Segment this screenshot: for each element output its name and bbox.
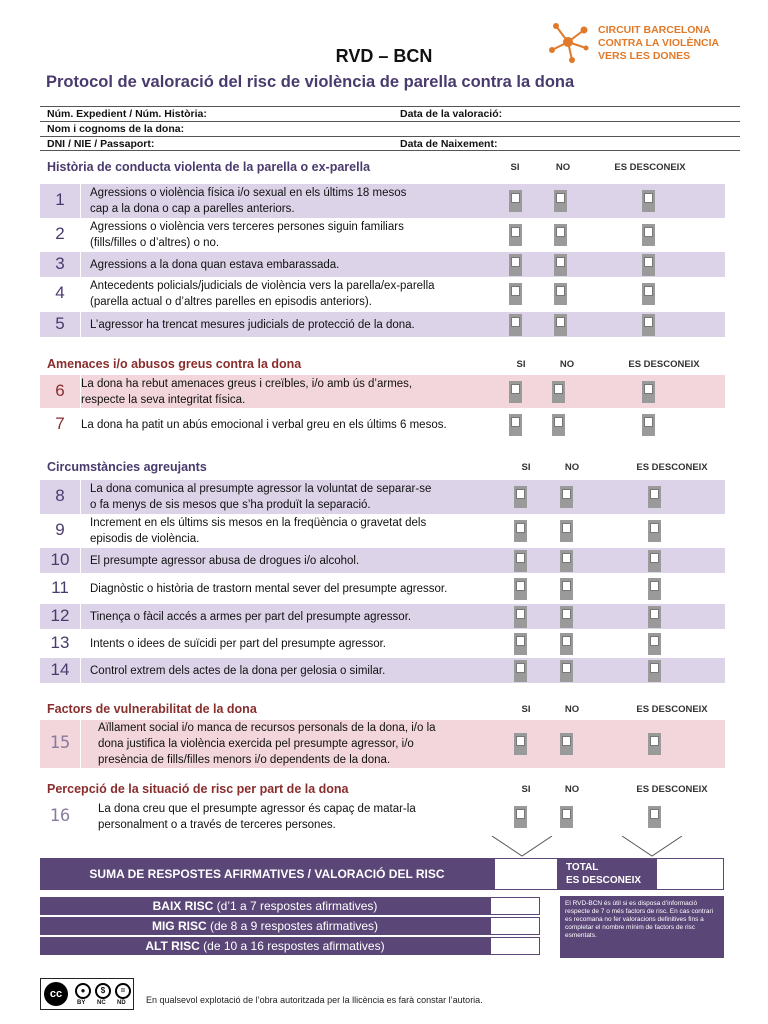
col-header-si: SI — [510, 162, 520, 173]
unknown-checkbox[interactable] — [642, 314, 655, 336]
question-text: Intents o idees de suïcidi per part del presumpte agressor. — [90, 637, 386, 650]
checkbox-box — [650, 553, 659, 563]
checkbox-box — [562, 609, 571, 619]
cc-icon: cc — [44, 982, 68, 1006]
usage-note: El RVD-BCN és útil si es disposa d’informació respecte de 7 o més factors de risc. En cas contrari es recomana no fer valoracions definitives fins a completar el nombre mínim de factors de risc esmentats. — [560, 896, 724, 958]
column-divider — [80, 184, 81, 218]
question-text: La dona ha patit un abús emocional i verbal greu en els últims 6 mesos. — [81, 419, 447, 431]
checkbox-box — [650, 663, 659, 673]
question-number: 10 — [50, 549, 70, 569]
column-divider — [80, 631, 81, 656]
unknown-checkbox[interactable] — [642, 381, 655, 403]
checkbox-box — [556, 227, 565, 237]
total-unknown-text: TOTAL ES DESCONEIX — [566, 862, 642, 886]
question-number: 14 — [50, 659, 70, 679]
creative-commons-badge — [40, 978, 134, 1010]
logo-text: CIRCUIT BARCELONA CONTRA LA VIOLÈNCIA VERS LES DONES — [598, 24, 720, 62]
question-text: L’agressor ha trencat mesures judicials de protecció de la dona. — [90, 318, 415, 331]
question-text: El presumpte agressor abusa de drogues i/o alcohol. — [90, 554, 360, 567]
no-checkbox[interactable] — [552, 381, 565, 403]
risk-high-checkbox[interactable] — [490, 937, 540, 955]
risk-name: BAIX RISC — [152, 899, 214, 913]
checkbox-box — [644, 193, 653, 203]
checkbox-box — [556, 317, 565, 327]
no-checkbox[interactable] — [554, 224, 567, 246]
question-text: La dona comunica al presumpte agressor la voluntat de separar-se o fa menys de sis mesos que s’ha produït la separació. — [90, 483, 432, 511]
no-checkbox[interactable] — [560, 578, 573, 600]
si-checkbox[interactable] — [514, 660, 527, 682]
question-text: Increment en els últims sis mesos en la freqüència o gravetat dels episodis de violència. — [90, 516, 427, 545]
question-row — [40, 312, 725, 337]
summary-label: SUMA DE RESPOSTES AFIRMATIVES / VALORACIÓ DEL RISC — [40, 858, 494, 890]
no-checkbox[interactable] — [554, 283, 567, 305]
no-checkbox[interactable] — [560, 733, 573, 755]
checkbox-box — [516, 609, 525, 619]
checkbox-box — [554, 417, 563, 427]
si-checkbox[interactable] — [509, 190, 522, 212]
col-header-no: NO — [564, 784, 580, 795]
cc-label: ND — [117, 1000, 126, 1006]
risk-low-checkbox[interactable] — [490, 897, 540, 915]
section-title: Circumstàncies agreujants — [47, 460, 207, 474]
question-row — [40, 514, 725, 547]
question-number: 11 — [51, 577, 69, 597]
question-number: 8 — [55, 486, 65, 505]
question-row — [40, 631, 725, 656]
col-header-si: SI — [521, 704, 531, 715]
unknown-checkbox[interactable] — [642, 224, 655, 246]
checkbox-box — [650, 609, 659, 619]
question-row — [40, 801, 725, 833]
section-title: Història de conducta violenta de la parella o ex-parella — [47, 160, 371, 174]
question-row — [40, 720, 725, 768]
column-divider — [80, 219, 81, 251]
unknown-checkbox[interactable] — [642, 283, 655, 305]
checkbox-box — [556, 286, 565, 296]
column-divider — [80, 548, 81, 573]
col-header-si: SI — [521, 784, 531, 795]
question-row — [40, 219, 725, 251]
si-checkbox[interactable] — [514, 806, 527, 828]
column-divider — [80, 277, 81, 310]
question-row — [40, 184, 725, 218]
checkbox-box — [516, 809, 525, 819]
question-number: 13 — [50, 632, 70, 652]
risk-level-mid — [40, 917, 490, 935]
no-checkbox[interactable] — [560, 660, 573, 682]
checkbox-box — [562, 581, 571, 591]
column-divider — [80, 252, 81, 277]
question-number: 5 — [55, 313, 65, 333]
si-checkbox[interactable] — [514, 486, 527, 508]
unknown-checkbox[interactable] — [648, 606, 661, 628]
checkbox-box — [650, 636, 659, 646]
question-text: Agressions o violència vers terceres persones siguin familiars (fills/filles o d’altres) o no. — [90, 221, 404, 249]
question-row — [40, 410, 725, 440]
no-checkbox[interactable] — [554, 254, 567, 276]
checkbox-box — [511, 193, 520, 203]
no-checkbox[interactable] — [560, 633, 573, 655]
license-text: En qualsevol explotació de l’obra autoritzada per la llicència es farà constar l’autoria. — [146, 995, 483, 1005]
unknown-checkbox[interactable] — [648, 660, 661, 682]
checkbox-box — [511, 384, 520, 394]
risk-mid-checkbox[interactable] — [490, 917, 540, 935]
unknown-checkbox[interactable] — [642, 254, 655, 276]
si-checkbox[interactable] — [514, 520, 527, 542]
column-divider — [80, 801, 81, 833]
question-row — [40, 277, 725, 310]
checkbox-box — [650, 581, 659, 591]
id-field-label: Nom i cognoms de la dona: — [47, 123, 185, 135]
col-header-unknown: ES DESCONEIX — [636, 784, 708, 795]
no-checkbox[interactable] — [560, 550, 573, 572]
si-checkbox[interactable] — [509, 314, 522, 336]
col-header-no: NO — [564, 462, 580, 473]
risk-range: (de 10 a 16 respostes afirmatives) — [199, 939, 385, 953]
question-text: Agressions o violència física i/o sexual en els últims 18 mesos cap a la dona o cap a parelles anteriors. — [90, 187, 407, 215]
question-row — [40, 576, 725, 601]
question-text: La dona creu que el presumpte agressor és capaç de matar-la personalment o a través de terceres persones. — [98, 803, 416, 831]
checkbox-box — [562, 809, 571, 819]
section-title: Amenaces i/o abusos greus contra la dona — [47, 357, 302, 371]
no-checkbox[interactable] — [560, 606, 573, 628]
id-row — [40, 121, 740, 136]
si-checkbox[interactable] — [514, 633, 527, 655]
checkbox-box — [516, 523, 525, 533]
si-checkbox[interactable] — [514, 578, 527, 600]
no-checkbox[interactable] — [560, 486, 573, 508]
col-header-unknown: ES DESCONEIX — [636, 462, 708, 473]
total-unknown-label — [558, 858, 656, 890]
unknown-checkbox[interactable] — [648, 486, 661, 508]
question-text: Tinença o fàcil accés a armes per part del presumpte agressor. — [90, 610, 412, 623]
checkbox-box — [644, 257, 653, 267]
checkbox-box — [511, 227, 520, 237]
question-text: Control extrem dels actes de la dona per gelosia o similar. — [90, 664, 386, 677]
checkbox-box — [562, 523, 571, 533]
id-field-label: Núm. Expedient / Núm. Història: — [47, 108, 207, 120]
checkbox-box — [511, 286, 520, 296]
identification-table — [40, 106, 740, 151]
no-checkbox[interactable] — [554, 190, 567, 212]
question-number: 1 — [55, 190, 65, 209]
column-divider — [80, 312, 81, 337]
attribution-icon: ● — [75, 983, 91, 999]
col-header-no: NO — [555, 162, 571, 173]
risk-range: (de 8 a 9 respostes afirmatives) — [206, 919, 379, 933]
column-divider — [80, 576, 81, 601]
checkbox-box — [554, 384, 563, 394]
risk-level-low — [40, 897, 490, 915]
checkbox-box — [516, 581, 525, 591]
si-checkbox[interactable] — [509, 414, 522, 436]
noderivatives-icon: = — [115, 983, 131, 999]
question-number: 2 — [55, 224, 65, 243]
checkbox-box — [562, 736, 571, 746]
question-number: 3 — [55, 253, 65, 273]
unknown-checkbox[interactable] — [648, 550, 661, 572]
summary-arrows-icon — [492, 836, 732, 860]
checkbox-box — [650, 736, 659, 746]
si-checkbox[interactable] — [509, 224, 522, 246]
risk-range: (d’1 a 7 respostes afirmatives) — [213, 899, 378, 913]
col-header-unknown: ES DESCONEIX — [636, 704, 708, 715]
question-number: 9 — [55, 519, 65, 539]
risk-name: ALT RISC — [145, 939, 200, 953]
question-number: 4 — [55, 282, 65, 302]
id-row — [40, 106, 740, 121]
unknown-checkbox[interactable] — [648, 633, 661, 655]
si-checkbox[interactable] — [514, 733, 527, 755]
section-title: Percepció de la situació de risc per part de la dona — [47, 782, 349, 796]
id-field-label: DNI / NIE / Passaport: — [47, 138, 155, 150]
noncommercial-icon: $ — [95, 983, 111, 999]
question-text: Agressions a la dona quan estava embarassada. — [90, 258, 340, 271]
col-header-no: NO — [559, 359, 575, 370]
checkbox-box — [562, 663, 571, 673]
no-checkbox[interactable] — [560, 806, 573, 828]
checkbox-box — [644, 384, 653, 394]
question-number: 16 — [49, 806, 71, 826]
checkbox-box — [556, 193, 565, 203]
question-number: 12 — [50, 605, 70, 625]
col-header-si: SI — [521, 462, 531, 473]
checkbox-box — [644, 317, 653, 327]
question-row — [40, 375, 725, 408]
checkbox-box — [516, 636, 525, 646]
section-title: Factors de vulnerabilitat de la dona — [47, 702, 257, 716]
checkbox-box — [644, 286, 653, 296]
unknown-checkbox[interactable] — [648, 578, 661, 600]
unknown-checkbox[interactable] — [648, 520, 661, 542]
page-subtitle: Protocol de valoració del risc de violència de parella contra la dona — [46, 73, 575, 91]
unknown-checkbox[interactable] — [642, 414, 655, 436]
column-divider — [80, 658, 81, 683]
column-divider — [80, 720, 81, 768]
col-header-unknown: ES DESCONEIX — [614, 162, 686, 173]
checkbox-box — [644, 227, 653, 237]
question-row — [40, 548, 725, 573]
question-row — [40, 658, 725, 683]
no-checkbox[interactable] — [552, 414, 565, 436]
question-text: Antecedents policials/judicials de violència vers la parella/ex-parella (parella actual o d’altres parelles en episodis anteriors). — [90, 279, 435, 308]
question-number: 7 — [55, 414, 65, 433]
question-row — [40, 604, 725, 629]
column-divider — [80, 480, 81, 514]
si-checkbox[interactable] — [509, 254, 522, 276]
no-checkbox[interactable] — [560, 520, 573, 542]
checkbox-box — [516, 736, 525, 746]
id-field-label: Data de Naixement: — [400, 138, 498, 150]
checkbox-box — [650, 523, 659, 533]
question-number: 15 — [49, 733, 71, 753]
si-checkbox[interactable] — [514, 550, 527, 572]
col-header-unknown: ES DESCONEIX — [628, 359, 700, 370]
summary-total-field[interactable] — [494, 858, 558, 890]
si-checkbox[interactable] — [509, 381, 522, 403]
id-row — [40, 136, 740, 151]
checkbox-box — [650, 809, 659, 819]
col-header-no: NO — [564, 704, 580, 715]
checkbox-box — [562, 553, 571, 563]
page-title: RVD – BCN — [335, 46, 433, 66]
risk-level-high — [40, 937, 490, 955]
checkbox-box — [516, 663, 525, 673]
unknown-checkbox[interactable] — [648, 806, 661, 828]
question-row — [40, 252, 725, 277]
checkbox-box — [644, 417, 653, 427]
cc-label: BY — [77, 1000, 86, 1006]
checkbox-box — [511, 417, 520, 427]
unknown-checkbox[interactable] — [648, 733, 661, 755]
risk-name: MIG RISC — [151, 919, 207, 933]
checkbox-box — [650, 489, 659, 499]
column-divider — [80, 514, 81, 547]
checkbox-box — [516, 489, 525, 499]
question-number: 6 — [55, 380, 65, 400]
si-checkbox[interactable] — [509, 283, 522, 305]
column-divider — [80, 604, 81, 629]
no-checkbox[interactable] — [554, 314, 567, 336]
question-text: Aïllament social i/o manca de recursos personals de la dona, i/o la dona justifica la violència exercida pel presumpte agressor, i/o presència de fills/filles menors i/o dependents de la dona. — [98, 722, 436, 766]
cc-label: NC — [97, 1000, 106, 1006]
question-row — [40, 480, 725, 514]
unknown-checkbox[interactable] — [642, 190, 655, 212]
total-unknown-field[interactable] — [656, 858, 724, 890]
col-header-si: SI — [516, 359, 526, 370]
id-field-label: Data de la valoració: — [400, 108, 503, 120]
question-text: La dona ha rebut amenaces greus i creïbles, i/o amb ús d’armes, respecte la seva integritat física. — [81, 377, 413, 406]
checkbox-box — [562, 636, 571, 646]
checkbox-box — [511, 317, 520, 327]
checkbox-box — [556, 257, 565, 267]
si-checkbox[interactable] — [514, 606, 527, 628]
checkbox-box — [562, 489, 571, 499]
question-text: Diagnòstic o història de trastorn mental sever del presumpte agressor. — [90, 582, 448, 595]
checkbox-box — [516, 553, 525, 563]
checkbox-box — [511, 257, 520, 267]
